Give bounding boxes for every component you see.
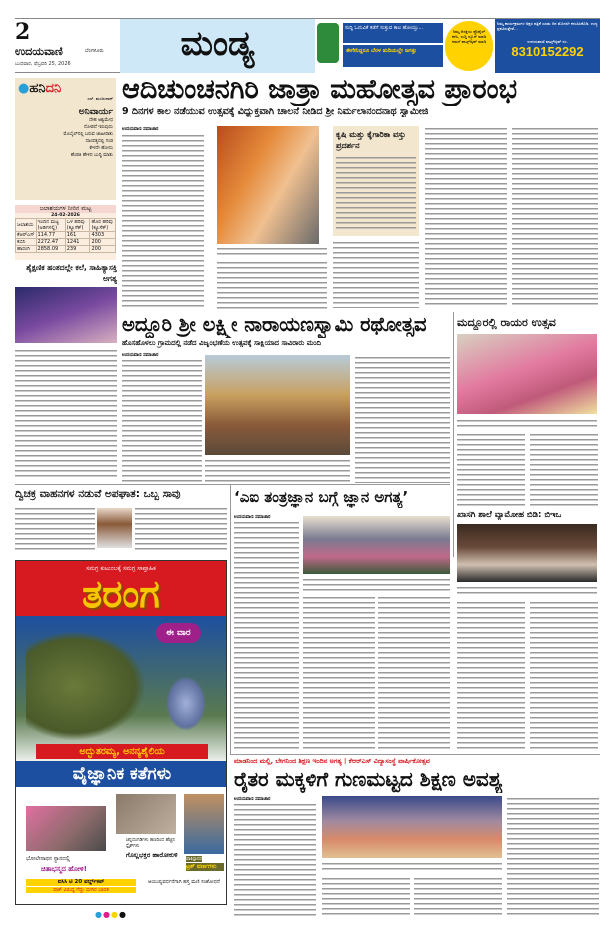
rathotsava-photo [205,355,350,455]
holi-photo [26,806,106,851]
left-story-text [15,348,117,478]
lead-text-col2 [217,260,327,310]
poem-title: ಅನಿವಾರ್ಯ [78,107,113,117]
taranga-logo: ತರಂಗ [82,572,160,616]
soldiers-illustration [26,631,146,741]
drop-icon: ● [18,81,30,96]
school-headline: ರೈತರ ಮಕ್ಕಳಿಗೆ ಗುಣಮಟ್ಟದ ಶಿಕ್ಷಣ ಅವಶ್ಯ [234,767,503,791]
rayara-utsava-photo [457,334,597,414]
paper-logo: ಉದಯವಾಣಿ [15,45,63,58]
crowd-photo [116,794,176,834]
beo-event-photo [457,524,597,582]
lead-text-col4 [512,126,598,308]
victim-photo [97,508,132,548]
accident-headline: ದ್ವಿಚಕ್ರ ವಾಹನಗಳ ನಡುವೆ ಅಪಘಾತ: ಒಬ್ಬ ಸಾವು [15,488,181,500]
alien-illustration [166,676,206,731]
rathotsava-headline: ಅದ್ದೂರಿ ಶ್ರೀ ಲಕ್ಷ್ಮೀ ನಾರಾಯಣಸ್ವಾಮಿ ರಥೋತ್ಸವ [122,313,427,336]
expo-box: ಕೃಷಿ ಮತ್ತು ಕೈಗಾರಿಕಾ ವಸ್ತು ಪ್ರದರ್ಶನ [333,126,419,236]
rayara-utsava-headline: ಮದ್ದೂರಲ್ಲಿ ರಾಯರ ಉತ್ಸವ [457,316,556,329]
lead-subhead: 9 ದಿನಗಳ ಕಾಲ ನಡೆಯುವ ಉತ್ಸವಕ್ಕೆ ವಿಧ್ಯುಕ್ತವಾಗಿ ಚಾಲನೆ ನೀಡಿದ ಶ್ರೀ ನಿರ್ಮಲಾನಂದನಾಥ ಸ್ವಾಮೀಜಿ [122,106,429,117]
truck-photo [184,794,224,854]
lead-text-col1 [122,133,204,308]
taranga-ad[interactable]: ಸಮಗ್ರ ಕುಟುಂಬಕ್ಕೆ ಸಮಗ್ರ ಸಾಪ್ತಾಹಿಕ ತರಂಗ ಈ ವಾರ ಅದ್ಭುತರಮ್ಯ, ಅನನ್ಯಶೈಲಿಯ ವೈಜ್ಞಾನಿಕ ಕತೆಗಳು ಭೋಲೇನಾಥನ ಸ್ಥಾನದಲ್ಲಿ ಚಿತಾಭಸ್ಮದ ಹೋಳಿ! ಚಿನ್ನದಂಗಡಿಗಳು ಹಣದಿಂದ ಹೆಚ್ಚಿನ ಸ್ಪೈಕ್‌ಗಳು ಗೊಲ್ಲಭಕ್ತರ ಹಾರೋಕುಳಿ ಪಾಕಿಸ್ತಾನದ ಟ್ರಕ್ ವರ್ಣಗಳು ಐಸಿಸಿ ಟಿ 20 ವರ್ಲ್ಡ್‌ಕಪ್ ಪಾಕ್ ವಿರುದ್ಧ ಗೆದ್ದು ಬೀಗಿದ ಭಾರತ ಆಯುಷ್ಯವರ್ಧನೆಗಾಗಿ ಹಸ್ತ ಮಣಿ ಸಂಶೋಧನೆ [15,560,227,905]
hani-dani-box: ●ಹನಿದನಿ ಎಸ್. ಮಂಜುನಾಥ್ ಅನಿವಾರ್ಯ ದೇಹ ಅಶ್ವಮೇಧ ನೋಡದೆ ಇರುವುದು ಮೊಬೈಲ್‌ನಲ್ಲಿ ಬರುವ ಜಾಹೀರಾತು ದಾಂಪತ್ಯದಲ್ಲಿ ಗಂಡ ಕೇಳದೇ ಹೋದು ಹೆಂಡತಿ ಹೇಳಿದ ಬುದ್ಧಿ ಮಾತು [15,78,116,200]
reservoir-table: ಜಲಾಶಯಗಳ ನೀರಿನ ಮಟ್ಟ 24-02-2026 ಜಲಾಶಯ ಇಂದಿನ ಮಟ್ಟ (ಅಡಿಗಳಲ್ಲಿ) ಒಳ ಹರಿವು (ಕ್ಯೂಸೆಕ್) ಹೊರ ಹರಿವು (ಕ್ಯೂಸೆಕ್) ಕೆಆರ್‌ಎಸ್ 114.77 161 4303 ಕಬಿನಿ 2272.47 1241 200 ಹಾರಂಗಿ 2858.09 239 200 [15,205,116,260]
ai-headline: ‘ಎಐ ತಂತ್ರಜ್ಞಾನ ಬಗ್ಗೆ ಜ್ಞಾನ ಅಗತ್ಯ’ [234,488,409,506]
whatsapp-ad: ಸುದ್ದಿ ಓದುವಿಕೆ ಕಡೆಗೆ ಸುತ್ತುವ ಕಾಲ ಹೋಯ್ತು... ಈಗೇನಿದ್ದರೂ ಬೆರಳ ತುದಿಯಲ್ಲೇ ಜಗತ್ತು ನಿಮ್ಮ ಆಸಕ್ತಿಯ ಪ್ರೊಫೈಲ್ ಕಳಿಸಿ, ಸುದ್ದಿ ನ್ಯೂಸ್ ಮಾಡಿ ನಮಗೆ ವಾಟ್ಸ್ಆ್ಯಪ್ ಮಾಡಿ ನಿಮ್ಮ ಕಾರ್ಯಕ್ರಮಗಳ ಅಕ್ಷರ ಪತ್ರಿಕೆ ಎರಡು ದಿನ ಮೊದಲೇ ಕಳುಹಿಸಿಕೊಡಿ. ಉದ್ಯ ಪ್ರಕಟಿಸುತ್ತೇವೆ... ಉದಯವಾಣಿ ವಾಟ್ಸ್ಆ್ಯಪ್ ನಂ. 8310152292 [315,19,600,73]
left-story-headline: ಶೈಕ್ಷಣಿಕ ಹಂತದಲ್ಲೇ ಕಲೆ, ಸಾಹಿತ್ಯಾಸಕ್ತಿ ಅಗತ್ಯ [26,263,117,283]
school-event-photo [322,796,502,858]
whatsapp-phone: 8310152292 [511,44,584,59]
reservoir-data: ಜಲಾಶಯ ಇಂದಿನ ಮಟ್ಟ (ಅಡಿಗಳಲ್ಲಿ) ಒಳ ಹರಿವು (ಕ್ಯೂಸೆಕ್) ಹೊರ ಹರಿವು (ಕ್ಯೂಸೆಕ್) ಕೆಆರ್‌ಎಸ್ 114.77 161 4303 ಕಬಿನಿ 2272.47 1241 200 ಹಾರಂಗಿ 2858.09 239 200 [15,218,116,253]
private-school-headline: ಖಾಸಗಿ ಶಾಲೆ ವ್ಯಾಮೋಹ ಬಿಡಿ: ಬಿಇಒ [457,510,562,520]
page-header [15,18,600,73]
page-number: 2 [15,19,31,45]
lead-photo [217,126,319,244]
registration-marks: ●●●● [95,910,127,919]
section-masthead [120,19,315,73]
date: ಬುಧವಾರ, ಫೆಬ್ರವರಿ 25, 2026 [15,61,71,67]
school-kicker: ಮಾಡನಿಂದ ಮಲ್ಲಿ, ಬೇಗನಿಂದ ಶಿಕ್ಷಣ ಇಂದಿನ ಅಗತ್ಯ | ಕೆಆರ್‌ಎಸ್ ವಿದ್ಯಾಸಂಸ್ಥೆ ವಾರ್ಷಿಕೋತ್ಸವ [234,757,430,765]
lead-photo-caption [217,246,327,256]
section-title: ಮಂಡ್ಯ [180,24,255,64]
lead-headline: ಆದಿಚುಂಚನಗಿರಿ ಜಾತ್ರಾ ಮಹೋತ್ಸವ ಪ್ರಾರಂಭ [122,74,518,105]
left-story-photo [15,287,117,343]
ai-event-photo [303,516,450,574]
phone-hand-icon [317,23,339,63]
edition-tag: ಬೆಂಗಳೂರು [85,48,104,54]
rathotsava-subhead: ಹೊಸಹೊಳಲು ಗ್ರಾಮದಲ್ಲಿ ನಡೆದ ವಿಜೃಂಭಣೆಯ ಉತ್ಸವಕ್ಕೆ ಸಾಕ್ಷಿಯಾದ ಸಾವಿರಾರು ಮಂದಿ [122,339,322,347]
lead-text-col3 [425,126,507,308]
